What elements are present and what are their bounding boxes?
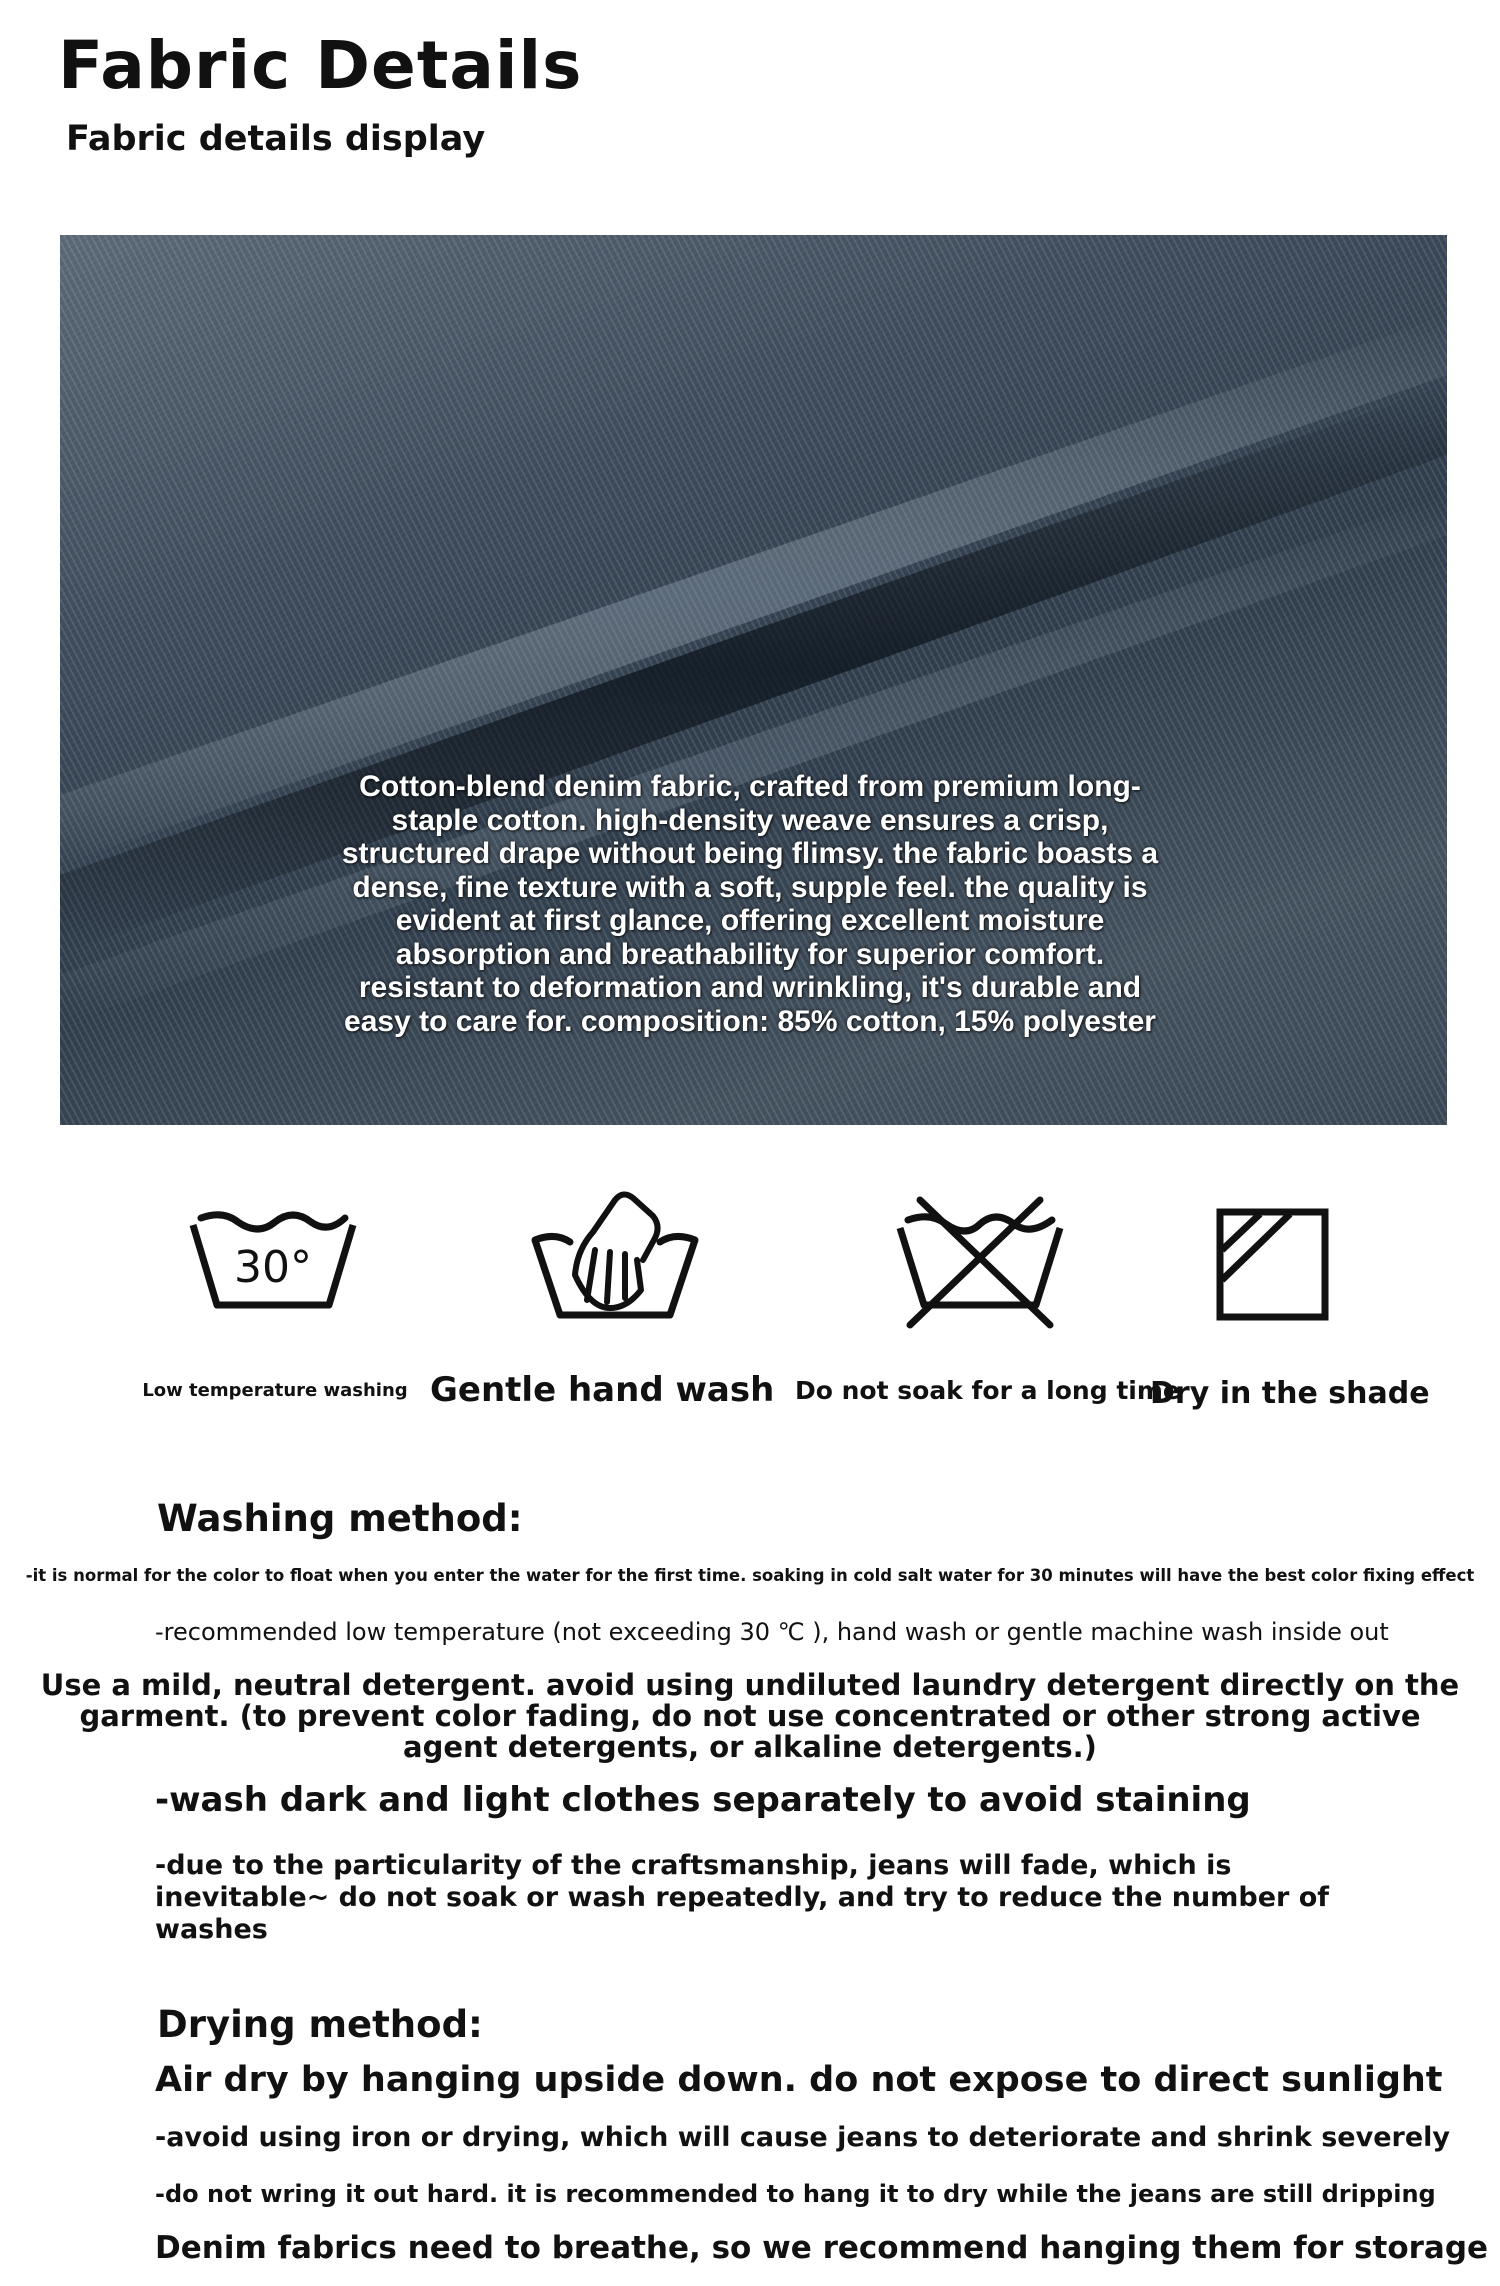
page-title: Fabric Details (58, 27, 583, 104)
washing-method-heading: Washing method: (157, 1497, 523, 1540)
washing-line-5: -due to the particularity of the craftsmanship, jeans will fade, which is inevitable~ do not soak or wash repeatedly, and try to reduce the number of washes (155, 1850, 1330, 1945)
care-label-no-soak: Do not soak for a long time (795, 1376, 1180, 1405)
care-item-low-temp (108, 1180, 438, 1350)
care-label-dry-shade: Dry in the shade (1150, 1376, 1430, 1411)
wash-30-degrees-icon (183, 1180, 363, 1320)
wash-temp-text: 30° (234, 1242, 312, 1293)
denim-fabric-image (60, 235, 1447, 1125)
washing-line-1: -it is normal for the color to float when you enter the water for the first time. soaking in cold salt water for 30 minutes will have the best color fixing effect (25, 1566, 1475, 1585)
washing-line-2: -recommended low temperature (not exceeding 30 ℃ ), hand wash or gentle machine wash inside out (155, 1618, 1389, 1646)
care-item-no-soak (815, 1180, 1145, 1350)
do-not-soak-icon (880, 1180, 1080, 1330)
page-subtitle: Fabric details display (66, 119, 486, 159)
drying-method-heading: Drying method: (157, 2003, 483, 2046)
drying-line-2: -avoid using iron or drying, which will cause jeans to deteriorate and shrink severely (155, 2122, 1450, 2153)
care-label-low-temp: Low temperature washing (142, 1380, 408, 1401)
care-item-hand-wash (450, 1180, 780, 1350)
care-item-dry-shade (1115, 1180, 1445, 1350)
drying-line-3: -do not wring it out hard. it is recommended to hang it to dry while the jeans are still dripping (155, 2180, 1436, 2208)
drying-line-4: Denim fabrics need to breathe, so we recommend hanging them for storage (155, 2230, 1489, 2266)
dry-in-shade-icon (1200, 1180, 1360, 1330)
fabric-description: Cotton-blend denim fabric, crafted from premium long-staple cotton. high-density weave ensures a crisp, structured drape without being flimsy. the fabric boasts a dense, fine texture with a soft, supple feel. the quality is evident at first glance, offering excellent moisture absorption and breathability for superior comfort. resistant to deformation and wrinkling, it's durable and easy to care for. composition: 85% cotton, 15% polyester (341, 770, 1159, 1038)
drying-line-1: Air dry by hanging upside down. do not expose to direct sunlight (155, 2060, 1443, 2100)
hand-wash-icon (515, 1180, 715, 1330)
washing-line-4: -wash dark and light clothes separately to avoid staining (155, 1780, 1251, 1820)
care-label-hand-wash: Gentle hand wash (430, 1370, 775, 1410)
washing-line-3: Use a mild, neutral detergent. avoid using undiluted laundry detergent directly on the garment. (to prevent color fading, do not use concentrated or other strong active agent detergents, or alkaline detergents.) (40, 1668, 1460, 1764)
